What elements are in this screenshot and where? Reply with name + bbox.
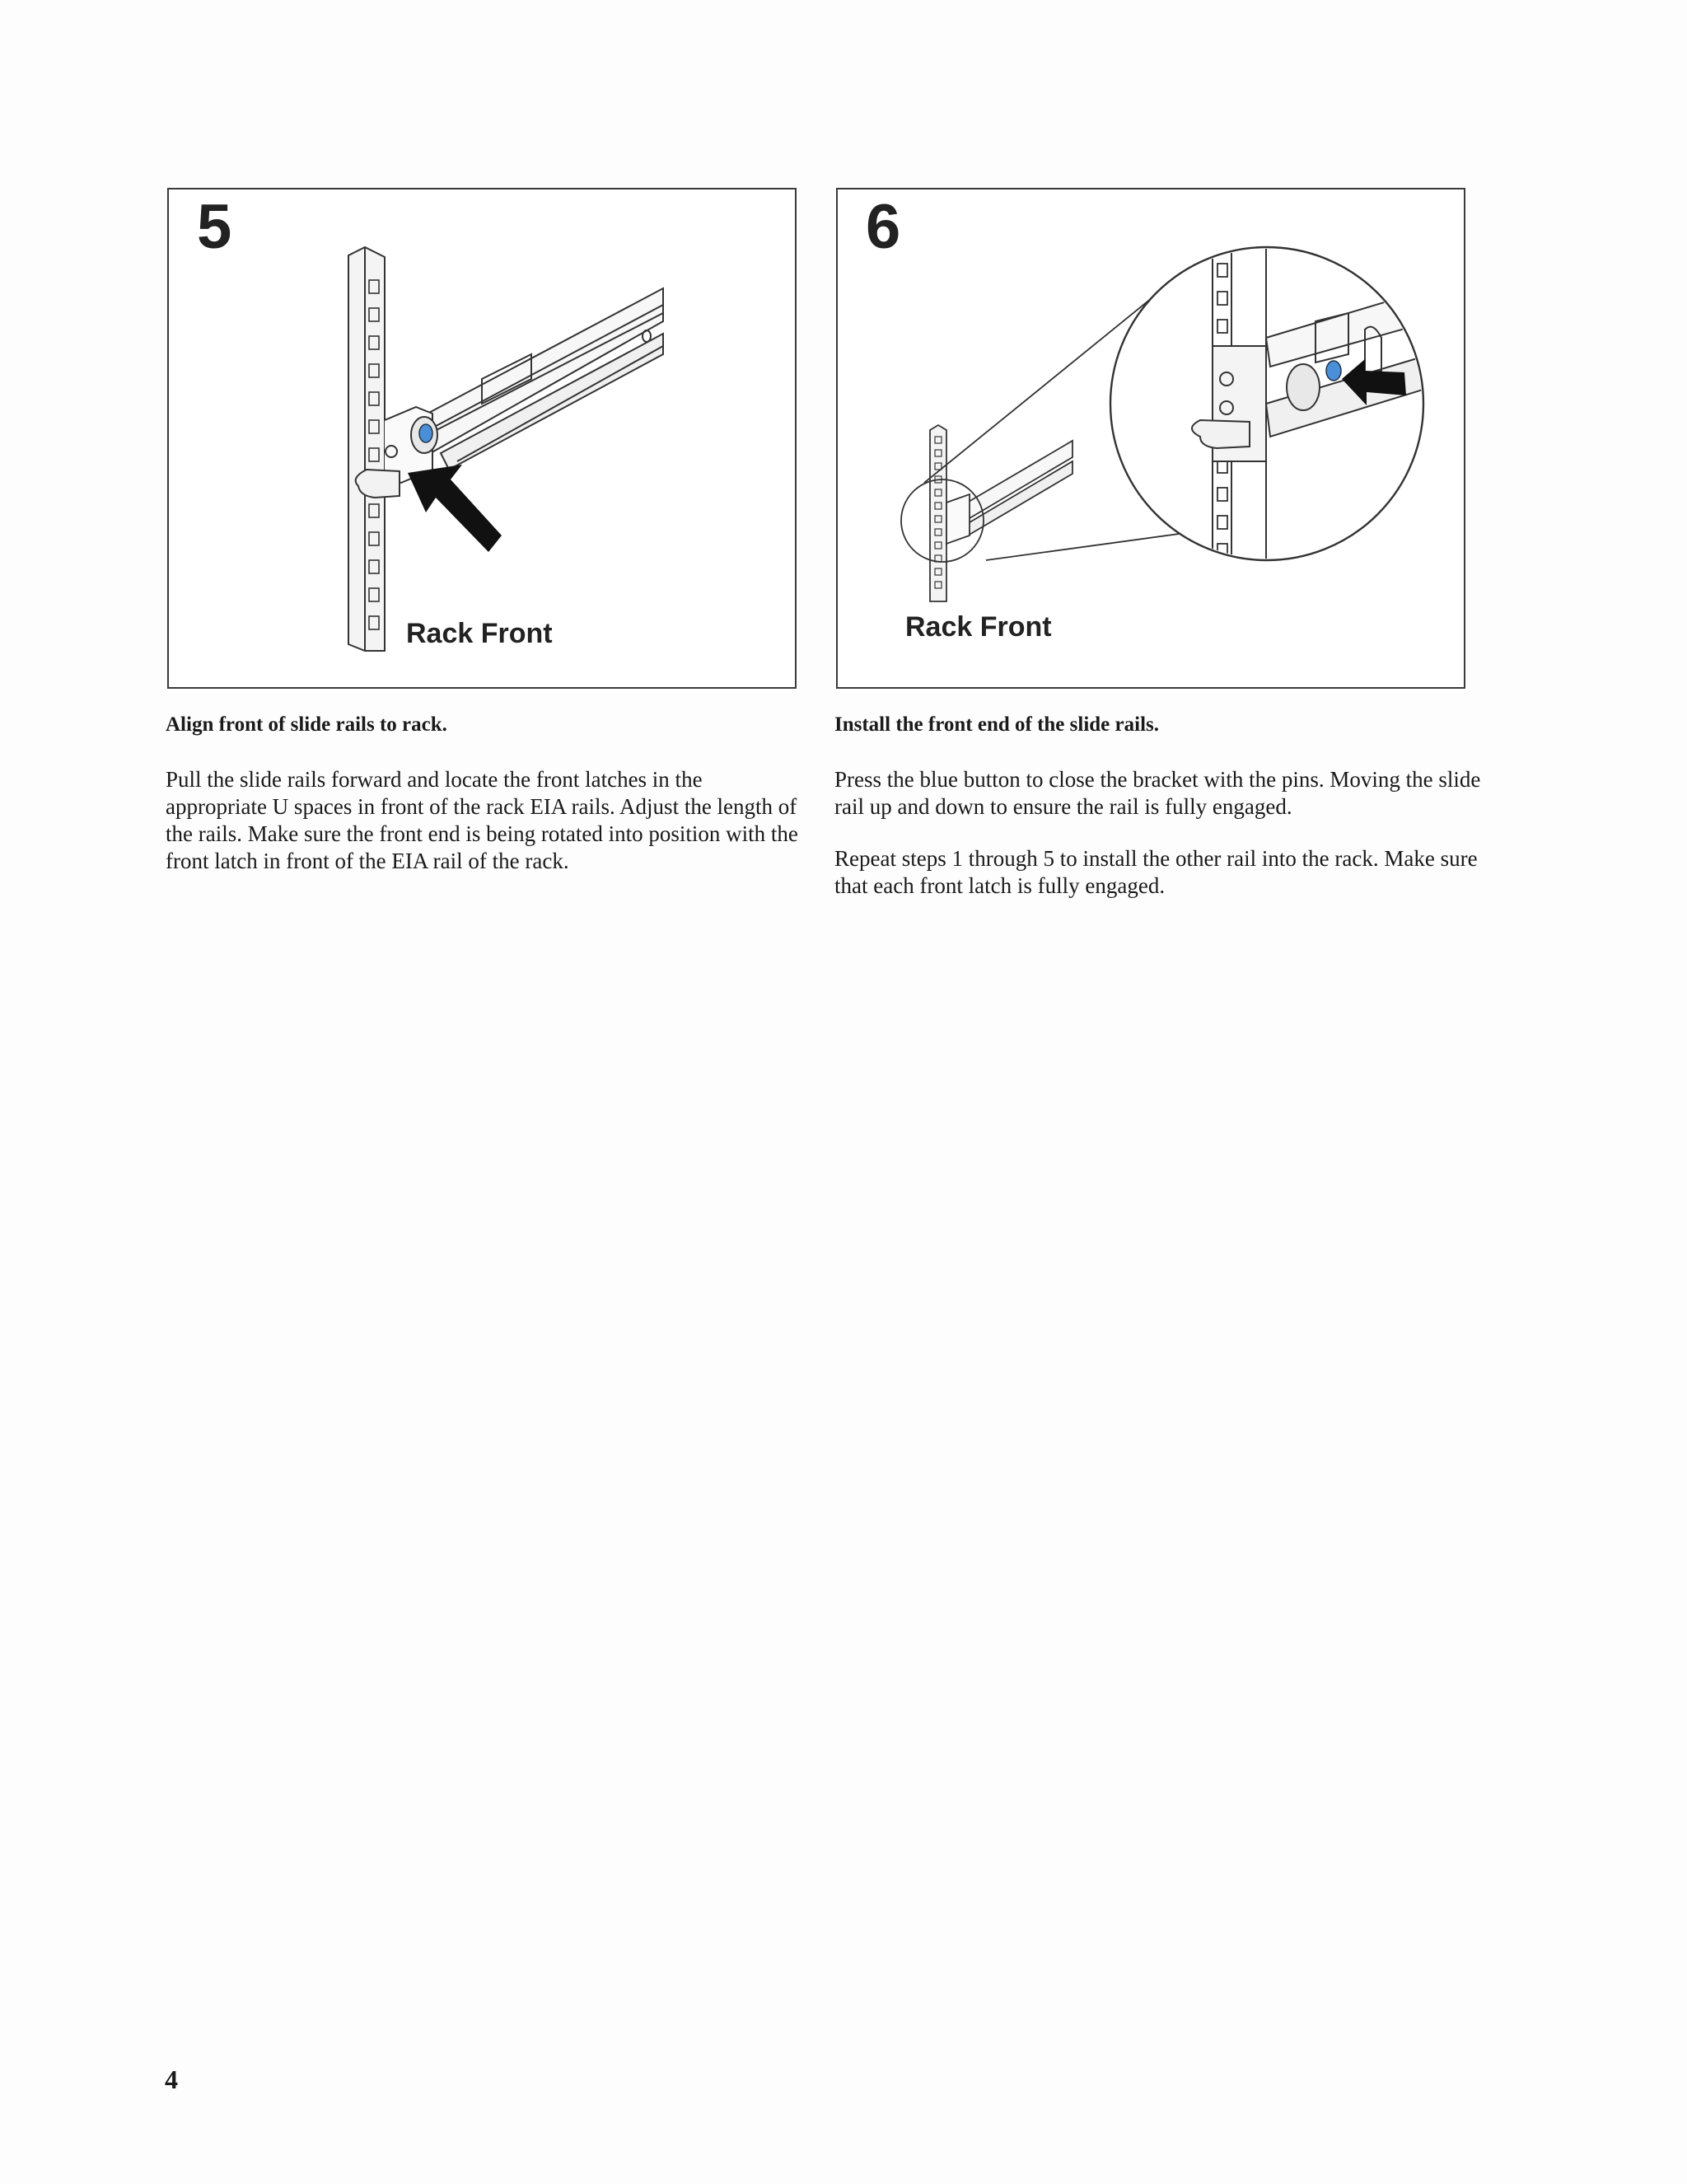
rack-front-label: Rack Front	[406, 618, 553, 649]
blue-button-icon	[1326, 361, 1341, 381]
step-6-repeat-note: Repeat steps 1 through 5 to install the other rail into the rack. Make sure that each front latch is fully engaged.	[834, 846, 1478, 898]
step-5-figure	[167, 188, 797, 689]
step-5-instructions: Pull the slide rails forward and locate the front latches in the appropriate U spaces in front of the rack EIA rails. Adjust the length of the rails. Make sure the front end is being rotated into position with the front latch in front of the EIA rail of the rack.	[166, 767, 798, 873]
step-number: 6	[866, 192, 901, 262]
step-6-figure	[836, 188, 1465, 689]
step-6-instructions: Press the blue button to close the bracket with the pins. Moving the slide rail up and down to ensure the rail is fully engaged.	[834, 767, 1481, 819]
blue-button-icon	[419, 424, 432, 442]
push-arrow-icon	[408, 465, 502, 552]
step-number: 5	[197, 192, 232, 262]
step-6-caption: Install the front end of the slide rails.	[834, 713, 1159, 736]
page-number: 4	[165, 2065, 178, 2094]
rack-front-label: Rack Front	[905, 611, 1052, 643]
rail-alignment-illustration	[169, 189, 797, 689]
step-5-caption: Align front of slide rails to rack.	[166, 713, 447, 736]
